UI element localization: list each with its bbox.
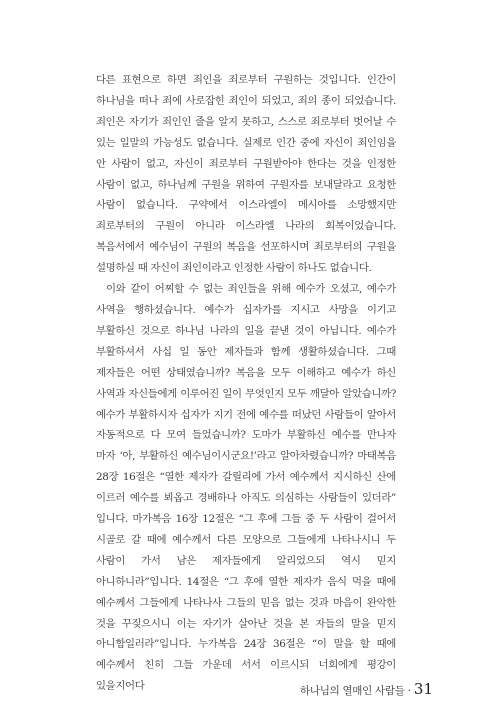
page-number: 31 [413,680,433,698]
footer-separator: · [407,685,411,697]
paragraph-1: 다른 표현으로 하면 죄인을 죄로부터 구원하는 것입니다. 인간이 하나님을 떠나 죄에 사로잡힌 죄인이 되었고, 죄의 종이 되었습니다. 죄인은 자기가 죄인인 줄을 알지 못하고, 스스로 죄로부터 벗어날 수 있는 일말의 가능성도 없습니다. 실제로 인간 중에 자신이 죄인임을 안 사람이 없고, 자신이 죄로부터 구원받아야 한다는 것을 인정한 사람이 없고, 하나님께 구원을 위하여 구원자를 보내달라고 요청한 사람이 없습니다. 구약에서 이스라엘이 메시아를 소망했지만 죄로부터의 구원이 아니라 이스라엘 나라의 회복이었습니다. 복음서에서 예수님이 구원의 복음을 선포하시며 죄로부터의 구원을 설명하실 때 자신이 죄인이라고 인정한 사람이 하나도 없습니다. [96,74,396,275]
running-title: 하나님의 열매인 사람들 [300,685,405,697]
body-text [96,70,396,697]
page-footer [300,680,433,698]
paragraph-2: 이와 같이 어찌할 수 없는 죄인들을 위해 예수가 오셨고, 예수가 사역을 행하셨습니다. 예수가 십자가를 지시고 사망을 이기고 부활하신 것으로 하나님 나라의 일을 끝낸 것이 아닙니다. 예수가 부활하셔서 사십 일 동안 제자들과 함께 생활하셨습니다. 그때 제자들은 어떤 상태였습니까? 복음을 모두 이해하고 예수가 하신 사역과 자신들에게 이루어진 일이 무엇인지 모두 깨달아 알았습니까? 예수가 부활하시자 십자가 지기 전에 예수를 떠났던 사람들이 알아서 자동적으로 다 모여 들었습니까? 도마가 부활하신 예수를 만나자 마자 ‘아, 부활하신 예수님이시군요!’라고 알아차렸습니까? 마태복음 28장 16절은 “열한 제자가 갈릴리에 가서 예수께서 지시하신 산에 이르러 예수를 뵈옵고 경배하나 아직도 의심하는 사람들이 있더라” 입니다. 마가복음 16장 12절은 “그 후에 그들 중 두 사람이 걸어서 시골로 갈 때에 예수께서 다른 모양으로 그들에게 나타나시니 두 사람이 가서 남은 제자들에게 알리었으되 역시 믿지 아니하니라”입니다. 14절은 “그 후에 열한 제자가 음식 먹을 때에 예수께서 그들에게 나타나사 그들의 믿음 없는 것과 마음이 완악한 것을 꾸짖으시니 이는 자기가 살아난 것을 본 자들의 말을 믿지 아니함일러라”입니다. 누가복음 24장 36절은 “이 말을 할 때에 예수께서 친히 그들 가운데 서서 이르시되 너희에게 평강이 있을지어다 [96,283,396,693]
